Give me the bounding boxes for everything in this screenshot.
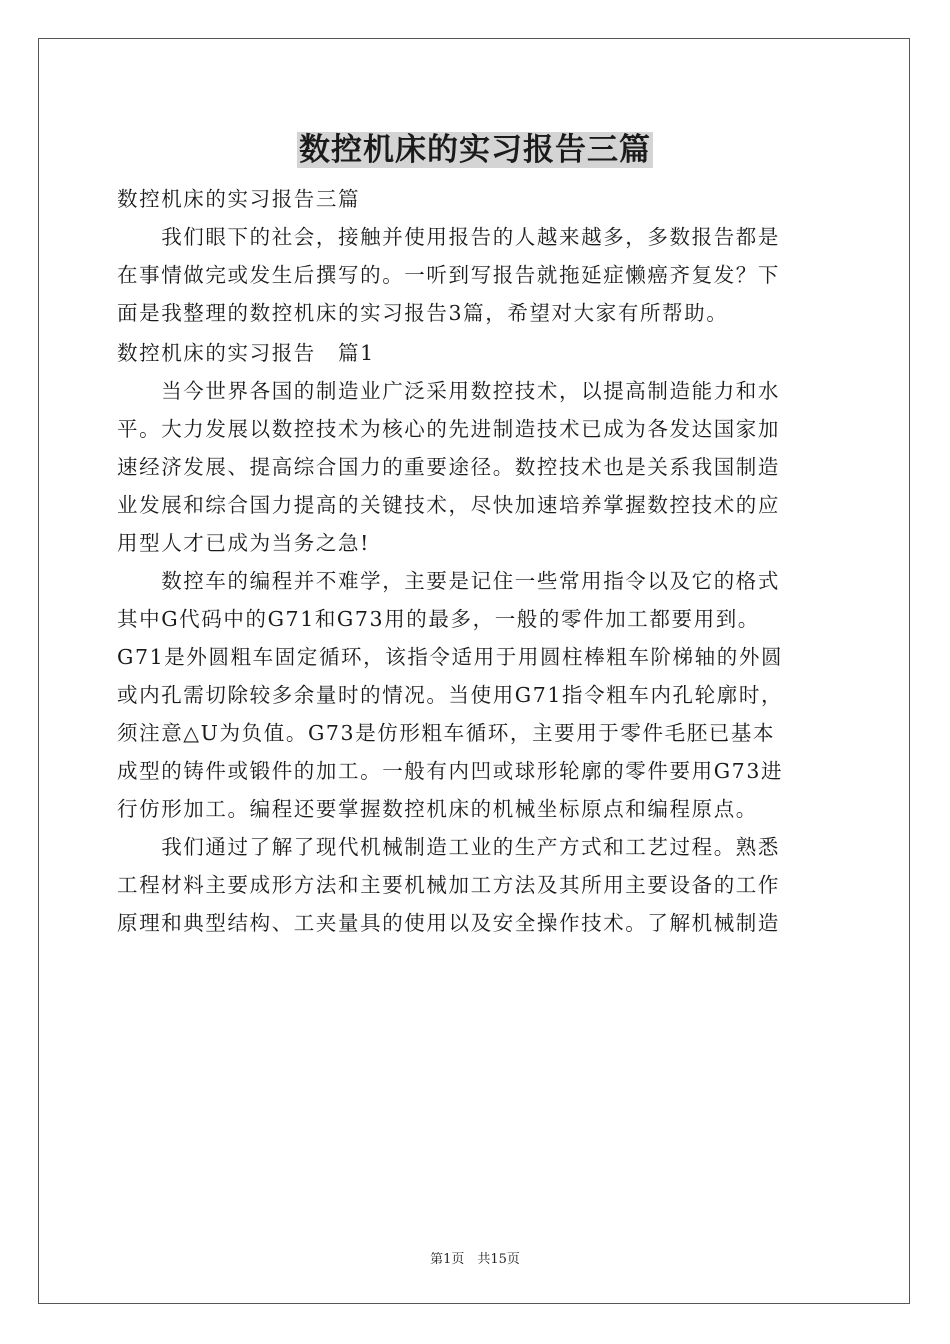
paragraph-line: 或内孔需切除较多余量时的情况。当使用G71指令粗车内孔轮廓时， xyxy=(117,683,784,707)
paragraph-line: 速经济发展、提高综合国力的重要途径。数控技术也是关系我国制造 xyxy=(117,455,780,479)
paragraph-line: 业发展和综合国力提高的关键技术，尽快加速培养掌握数控技术的应 xyxy=(117,493,780,517)
paragraph-2 xyxy=(117,562,837,828)
paragraph-line: 在事情做完或发生后撰写的。一听到写报告就拖延症懒癌齐复发？下 xyxy=(117,263,780,287)
paragraph-line: 其中G代码中的G71和G73用的最多，一般的零件加工都要用到。 xyxy=(117,607,760,631)
paragraph-1 xyxy=(117,372,837,562)
paragraph-line: 数控车的编程并不难学，主要是记住一些常用指令以及它的格式 xyxy=(117,569,780,593)
paragraph-line: 平。大力发展以数控技术为核心的先进制造技术已成为各发达国家加 xyxy=(117,417,780,441)
intro-paragraph xyxy=(117,218,837,332)
paragraph-line: 用型人才已成为当务之急! xyxy=(117,531,370,555)
paragraph-line: 我们眼下的社会，接触并使用报告的人越来越多，多数报告都是 xyxy=(117,225,780,249)
section-heading: 数控机床的实习报告 篇1 xyxy=(117,341,375,365)
page-number: 第1页 共15页 xyxy=(430,1252,520,1267)
paragraph-line: 成型的铸件或锻件的加工。一般有内凹或球形轮廓的零件要用G73进 xyxy=(117,759,784,783)
paragraph-line: 面是我整理的数控机床的实习报告3篇，希望对大家有所帮助。 xyxy=(117,301,729,325)
document-subtitle: 数控机床的实习报告三篇 xyxy=(117,187,361,211)
paragraph-line: 工程材料主要成形方法和主要机械加工方法及其所用主要设备的工作 xyxy=(117,873,780,897)
paragraph-line: 当今世界各国的制造业广泛采用数控技术，以提高制造能力和水 xyxy=(117,379,780,403)
paragraph-line: 行仿形加工。编程还要掌握数控机床的机械坐标原点和编程原点。 xyxy=(117,797,758,821)
page-footer xyxy=(0,1248,950,1267)
paragraph-line: 须注意△U为负值。G73是仿形粗车循环，主要用于零件毛胚已基本 xyxy=(117,721,776,745)
document-title xyxy=(0,128,950,172)
paragraph-line: 我们通过了解了现代机械制造工业的生产方式和工艺过程。熟悉 xyxy=(117,835,780,859)
document-title-text: 数控机床的实习报告三篇 xyxy=(299,132,651,168)
paragraph-line: 原理和典型结构、工夹量具的使用以及安全操作技术。了解机械制造 xyxy=(117,911,780,935)
paragraph-3 xyxy=(117,828,837,942)
document-body xyxy=(117,180,837,942)
paragraph-line: G71是外圆粗车固定循环，该指令适用于用圆柱棒粗车阶梯轴的外圆 xyxy=(117,645,784,669)
